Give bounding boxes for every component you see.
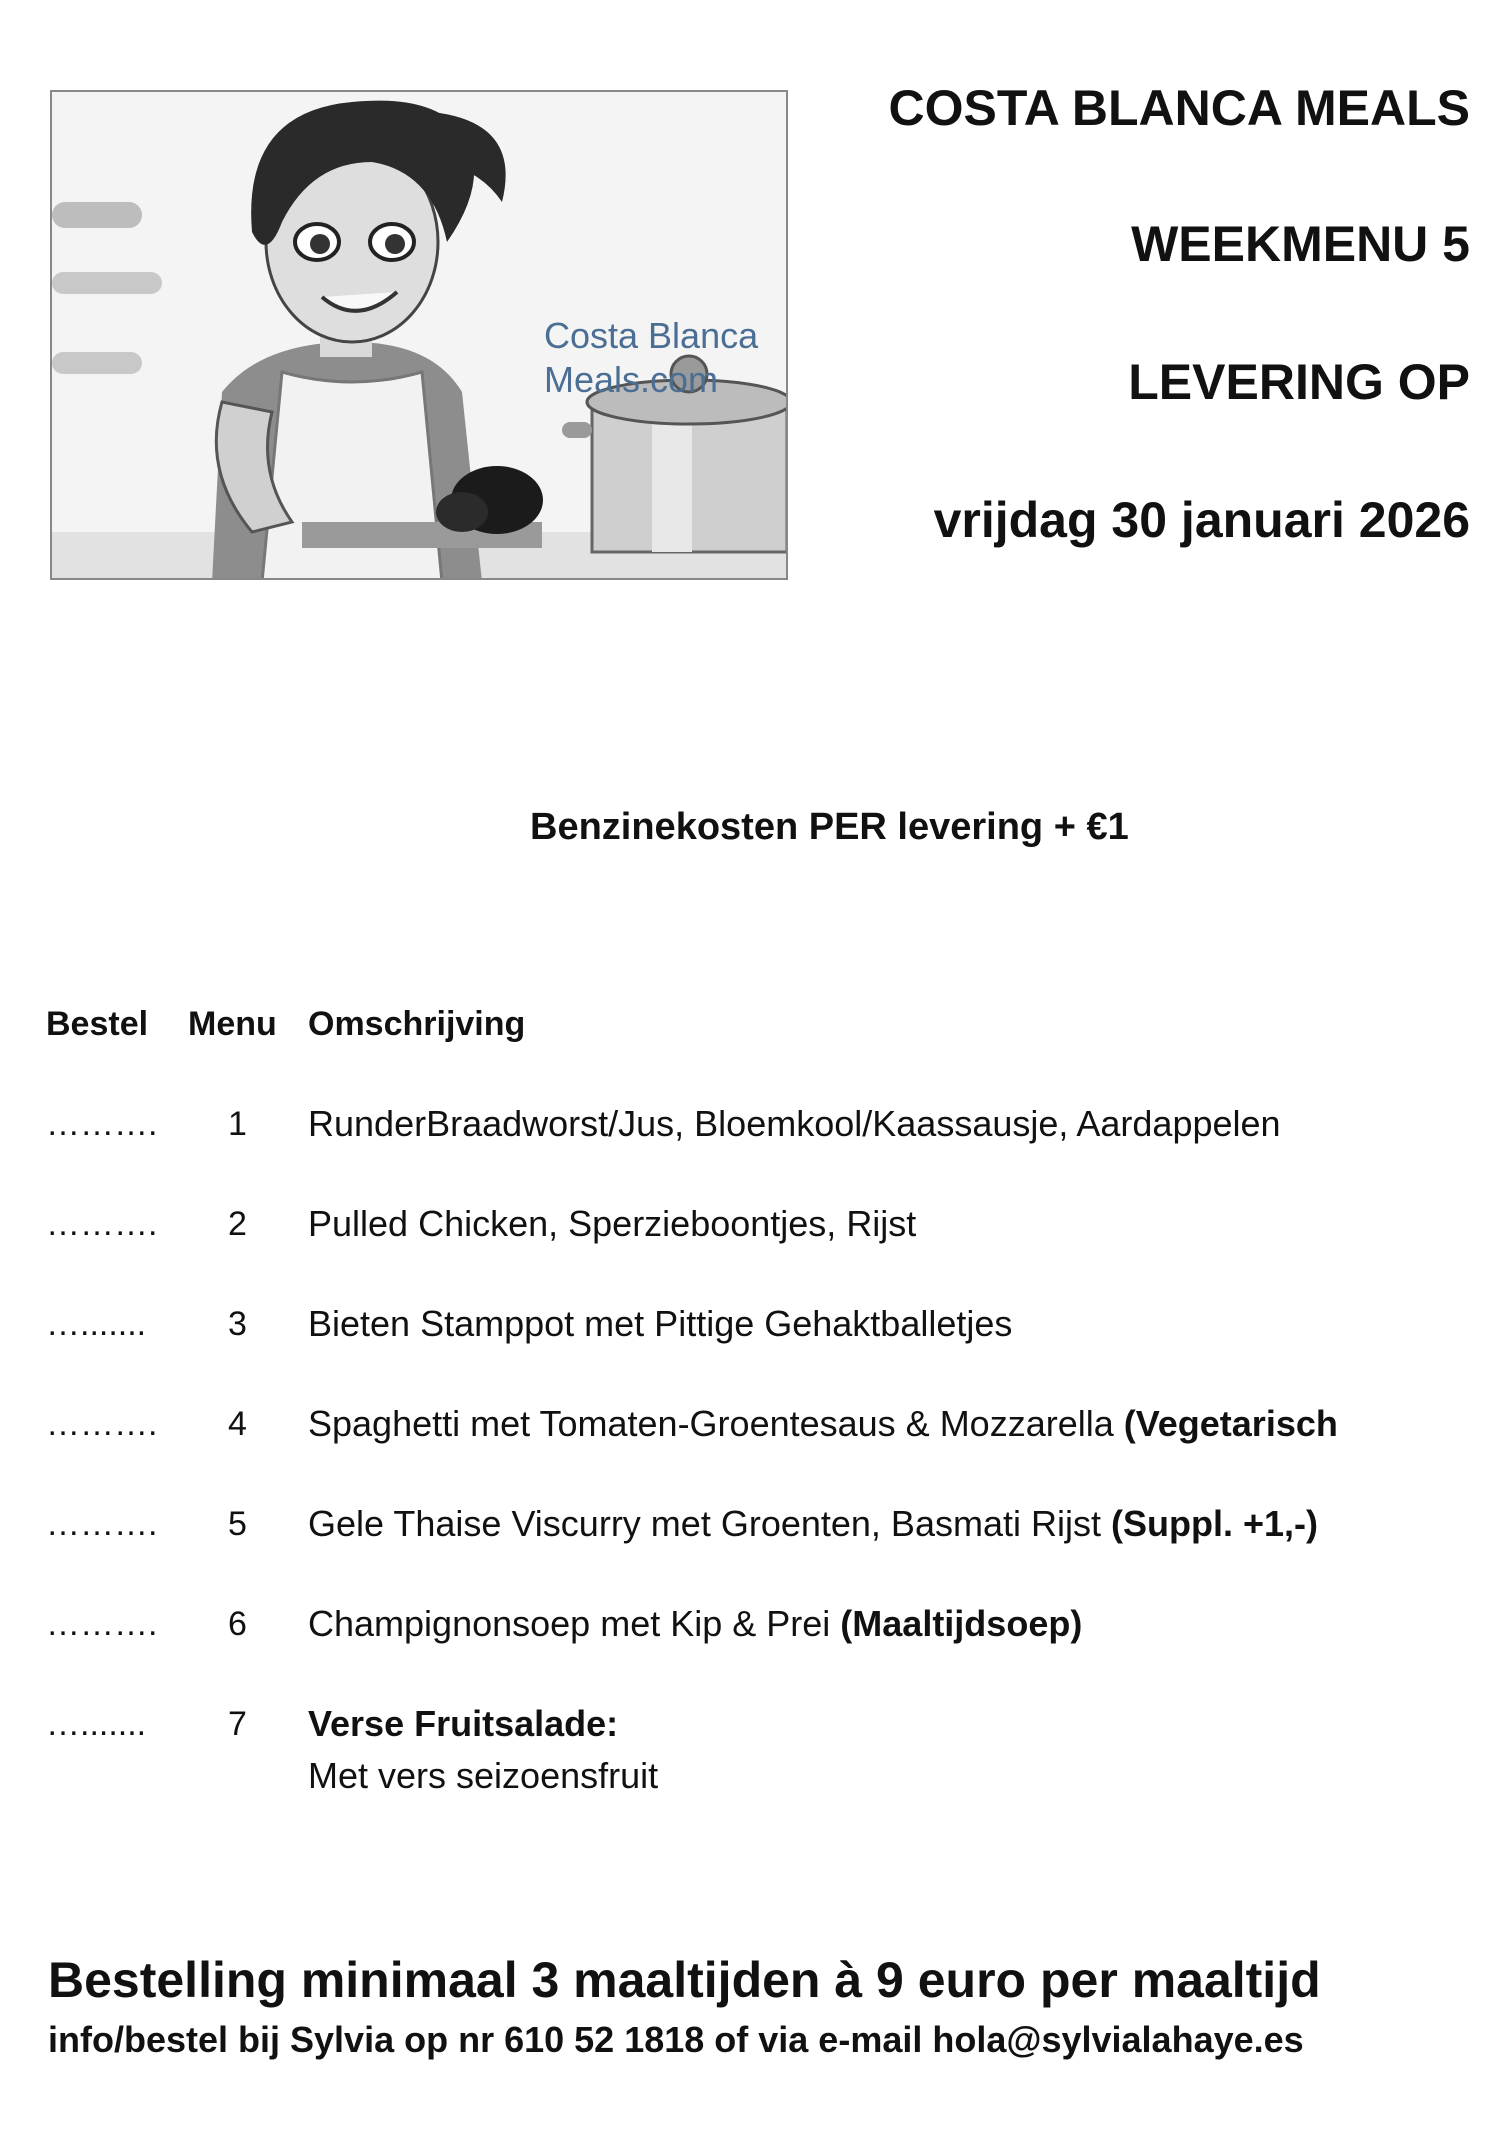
company-title: COSTA BLANCA MEALS	[888, 80, 1470, 136]
menu-description-text: Pulled Chicken, Sperzieboontjes, Rijst	[308, 1203, 917, 1244]
menu-description	[308, 1498, 1318, 1550]
menu-note: (Vegetarisch	[1123, 1403, 1338, 1444]
logo-text-line2: Meals.com	[544, 359, 719, 400]
order-quantity-field[interactable]: ….......	[46, 1705, 147, 1743]
menu-number: 5	[228, 1505, 247, 1543]
menu-description-title: Verse Fruitsalade:	[308, 1703, 619, 1744]
minimum-order-note: Bestelling minimaal 3 maaltijden à 9 euro per maaltijd	[48, 1952, 1321, 2008]
order-quantity-field[interactable]: ……….	[46, 1605, 158, 1643]
delivery-date: vrijdag 30 januari 2026	[933, 492, 1470, 548]
order-quantity-field[interactable]: ……….	[46, 1205, 158, 1243]
fuel-surcharge-note: Benzinekosten PER levering + €1	[530, 806, 1129, 848]
menu-row	[0, 1304, 1512, 1364]
menu-description-text: Gele Thaise Viscurry met Groenten, Basmati Rijst	[308, 1503, 1111, 1544]
menu-row	[0, 1404, 1512, 1464]
apron-shape	[262, 372, 442, 580]
menu-description	[308, 1398, 1338, 1450]
menu-row	[0, 1704, 1512, 1814]
column-header-menu: Menu	[188, 1005, 277, 1043]
pupil-shape	[310, 234, 330, 254]
pot-handle-shape	[562, 422, 592, 438]
menu-description-subtitle: Met vers seizoensfruit	[308, 1755, 659, 1796]
menu-number: 7	[228, 1705, 247, 1743]
menu-description-text: Spaghetti met Tomaten-Groentesaus & Mozzarella	[308, 1403, 1124, 1444]
menu-description-text: Bieten Stamppot met Pittige Gehaktballetjes	[308, 1303, 1013, 1344]
menu-number: 3	[228, 1305, 247, 1343]
logo-text	[544, 314, 758, 402]
column-header-description: Omschrijving	[308, 1005, 526, 1043]
order-quantity-field[interactable]: ……….	[46, 1105, 158, 1143]
menu-description	[308, 1198, 916, 1250]
menu-description-text: Champignonsoep met Kip & Prei	[308, 1603, 841, 1644]
eggplant-shape	[436, 492, 488, 532]
shelf-shape	[52, 272, 162, 294]
pupil-shape	[385, 234, 405, 254]
shelf-shape	[52, 352, 142, 374]
logo-image	[50, 90, 788, 580]
menu-number: 6	[228, 1605, 247, 1643]
menu-number: 1	[228, 1105, 247, 1143]
menu-note: (Maaltijdsoep)	[840, 1603, 1083, 1644]
menu-description	[308, 1298, 1012, 1350]
column-header-order: Bestel	[46, 1005, 149, 1043]
menu-number: 4	[228, 1405, 247, 1443]
menu-number: 2	[228, 1205, 247, 1243]
menu-row	[0, 1504, 1512, 1564]
menu-description	[308, 1098, 1281, 1150]
menu-row	[0, 1204, 1512, 1264]
logo-text-line1: Costa Blanca	[544, 315, 759, 356]
menu-note: (Suppl. +1,-)	[1110, 1503, 1318, 1544]
weekmenu-title: WEEKMENU 5	[1131, 216, 1470, 272]
order-quantity-field[interactable]: ……….	[46, 1505, 158, 1543]
menu-description-text: RunderBraadworst/Jus, Bloemkool/Kaassausje, Aardappelen	[308, 1103, 1281, 1144]
order-quantity-field[interactable]: ….......	[46, 1305, 147, 1343]
order-quantity-field[interactable]: ……….	[46, 1405, 158, 1443]
menu-description	[308, 1598, 1082, 1650]
menu-row	[0, 1104, 1512, 1164]
menu-row	[0, 1604, 1512, 1664]
contact-info: info/bestel bij Sylvia op nr 610 52 1818 of via e-mail hola@sylvialahaye.es	[48, 2019, 1304, 2060]
delivery-label: LEVERING OP	[1128, 354, 1470, 410]
shelf-shape	[52, 202, 142, 228]
